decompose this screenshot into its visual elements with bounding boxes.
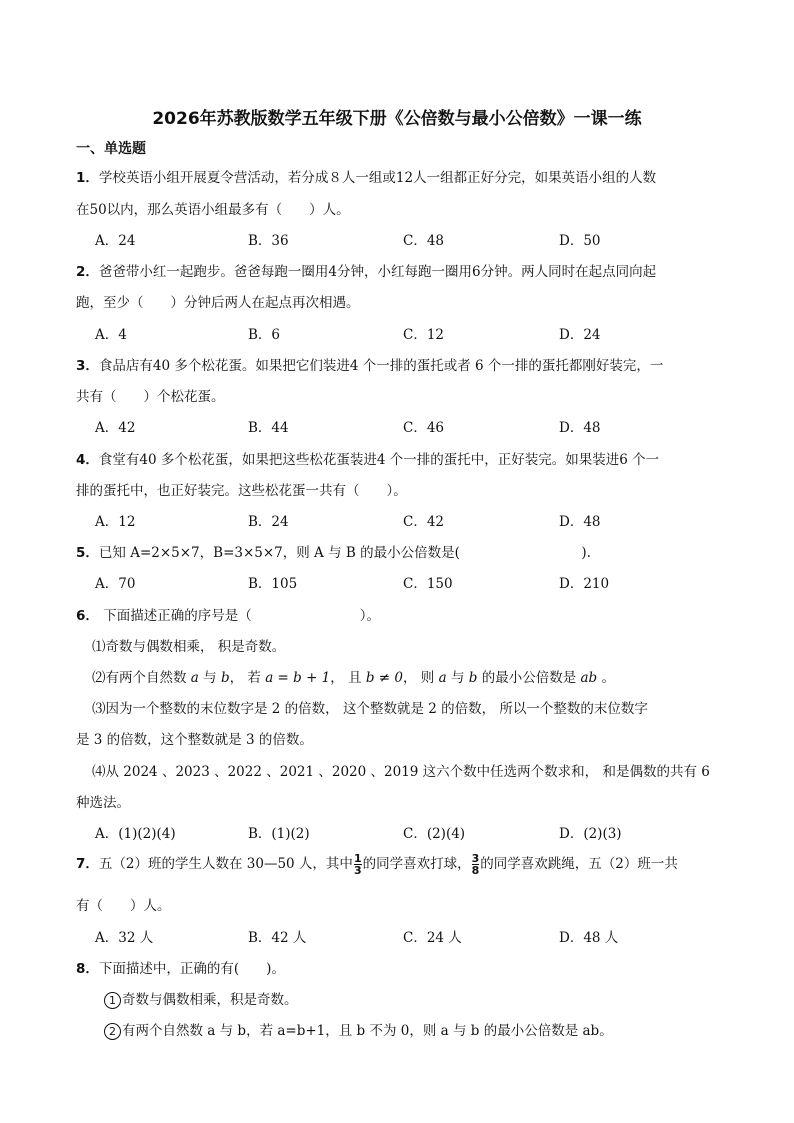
math-var: b xyxy=(468,670,478,686)
question-1-line-1 xyxy=(76,166,716,186)
question-7-options xyxy=(95,926,715,946)
question-6-line-1 xyxy=(76,604,716,624)
option-a[interactable]: A．24 xyxy=(95,233,136,249)
question-text: 食品店有40 多个松花蛋。如果把它们装进4 个一排的蛋托或者 6 个一排的蛋托都刚好装完，一 xyxy=(98,358,664,374)
question-7-line-2: 有（ ）人。 xyxy=(76,898,171,914)
option-b[interactable]: B．42 人 xyxy=(248,930,307,946)
option-c[interactable]: C．12 xyxy=(403,327,445,343)
question-5-line-1 xyxy=(76,541,716,561)
statement-text: 的最小公倍数是 xyxy=(477,670,581,686)
question-number: 5． xyxy=(76,545,99,561)
question-number: 4． xyxy=(76,452,99,468)
question-number: 3． xyxy=(76,358,99,374)
option-c[interactable]: C．150 xyxy=(403,576,453,592)
option-d[interactable]: D．210 xyxy=(559,576,610,592)
statement-text: 奇数与偶数相乘，积是奇数。 xyxy=(122,992,298,1008)
question-number: 2． xyxy=(76,264,99,280)
math-expression: a = b + 1 xyxy=(265,670,331,686)
option-d[interactable]: D．48 人 xyxy=(559,930,619,946)
question-number: 7． xyxy=(76,856,99,872)
option-c[interactable]: C．(2)(4) xyxy=(403,826,466,842)
circled-number-1: 1 xyxy=(104,992,121,1009)
statement-text: 与 xyxy=(198,670,221,686)
statement-text: ， 则 xyxy=(403,670,439,686)
question-2-line-1 xyxy=(76,260,716,280)
page-title: 2026年苏教版数学五年级下册《公倍数与最小公倍数》一课一练 xyxy=(152,109,642,129)
statement-2 xyxy=(92,666,732,686)
denominator: 8 xyxy=(471,864,480,877)
section-heading: 一、单选题 xyxy=(76,141,146,157)
question-3-options xyxy=(95,416,715,436)
math-expression: ab xyxy=(580,670,598,686)
statement-4-line-1: ⑷从 2024 、2023 、2022 、2021 、2020 、2019 这六个数中任选两个数求和， 和是偶数的共有 6 xyxy=(92,764,710,780)
denominator: 3 xyxy=(353,864,362,877)
option-b[interactable]: B．24 xyxy=(248,514,289,530)
question-text: 五（2）班的学生人数在 30—50 人，其中 xyxy=(98,856,353,872)
option-d[interactable]: D．48 xyxy=(559,420,601,436)
option-b[interactable]: B．44 xyxy=(248,420,289,436)
statement-text: ， 若 xyxy=(229,670,266,686)
fraction-three-eighths xyxy=(472,853,480,876)
option-d[interactable]: D．50 xyxy=(559,233,601,249)
math-expression: b ≠ 0 xyxy=(365,670,403,686)
question-2-options xyxy=(95,323,715,343)
question-number: 6． xyxy=(76,608,99,624)
question-text: 已知 A=2×5×7，B=3×5×7，则 A 与 B 的最小公倍数是( ). xyxy=(98,545,591,561)
option-a[interactable]: A．32 人 xyxy=(95,930,154,946)
statement-text: ， 且 xyxy=(330,670,366,686)
question-text: 的同学喜欢打球， xyxy=(362,856,471,872)
fraction-one-third xyxy=(354,853,362,876)
statement-text: ⑵有两个自然数 xyxy=(92,670,191,686)
option-c[interactable]: C．46 xyxy=(403,420,445,436)
math-var: a xyxy=(438,670,447,686)
question-number: 1． xyxy=(76,170,99,186)
statement-3-line-1: ⑶因为一个整数的末位数字是 2 的倍数， 这个整数就是 2 的倍数， 所以一个整数的末位数字 xyxy=(92,701,648,717)
question-2-line-2: 跑，至少（ ）分钟后两人在起点再次相遇。 xyxy=(76,295,360,311)
question-3-line-2: 共有（ ）个松花蛋。 xyxy=(76,389,225,405)
question-text: 下面描述中，正确的有( )。 xyxy=(98,961,285,977)
statement-2 xyxy=(104,1019,744,1040)
question-text: 爸爸带小红一起跑步。爸爸每跑一圈用4分钟，小红每跑一圈用6分钟。两人同时在起点同向起 xyxy=(98,264,657,280)
option-a[interactable]: A．70 xyxy=(95,576,136,592)
question-7-line-1 xyxy=(76,852,716,876)
math-var: a xyxy=(190,670,199,686)
option-b[interactable]: B．(1)(2) xyxy=(248,826,310,842)
option-b[interactable]: B．36 xyxy=(248,233,289,249)
statement-3-line-2: 是 3 的倍数，这个整数就是 3 的倍数。 xyxy=(76,732,313,748)
option-b[interactable]: B．105 xyxy=(248,576,298,592)
option-d[interactable]: D．(2)(3) xyxy=(559,826,622,842)
numerator: 1 xyxy=(353,852,362,865)
statement-4-line-2: 种选法。 xyxy=(76,795,130,811)
question-4-line-2: 排的蛋托中，也正好装完。这些松花蛋一共有（ ）。 xyxy=(76,483,407,499)
question-6-options xyxy=(95,822,715,842)
option-d[interactable]: D．48 xyxy=(559,514,601,530)
question-text: 学校英语小组开展夏令营活动，若分成８人一组或12人一组都正好分完，如果英语小组的人数 xyxy=(98,170,657,186)
question-text: 食堂有40 多个松花蛋，如果把这些松花蛋装进4 个一排的蛋托中，正好装完。如果装进6 个一 xyxy=(98,452,660,468)
numerator: 3 xyxy=(471,852,480,865)
option-a[interactable]: A．4 xyxy=(95,327,127,343)
statement-text: 。 xyxy=(597,670,615,686)
option-c[interactable]: C．42 xyxy=(403,514,445,530)
option-a[interactable]: A．12 xyxy=(95,514,136,530)
option-c[interactable]: C．24 人 xyxy=(403,930,462,946)
question-3-line-1 xyxy=(76,354,716,374)
question-1-options xyxy=(95,229,715,249)
statement-text: 与 xyxy=(446,670,469,686)
question-4-options xyxy=(95,510,715,530)
question-1-line-2: 在50以内，那么英语小组最多有（ ）人。 xyxy=(76,202,350,218)
option-d[interactable]: D．24 xyxy=(559,327,601,343)
question-text: 的同学喜欢跳绳，五（2）班一共 xyxy=(480,856,678,872)
question-8-line-1 xyxy=(76,957,716,977)
statement-1: ⑴奇数与偶数相乘， 积是奇数。 xyxy=(92,639,286,655)
option-a[interactable]: A．42 xyxy=(95,420,136,436)
question-4-line-1 xyxy=(76,448,716,468)
math-var: b xyxy=(220,670,230,686)
option-c[interactable]: C．48 xyxy=(403,233,445,249)
statement-text: 有两个自然数 a 与 b，若 a=b+1，且 b 不为 0，则 a 与 b 的最小公倍数是 ab。 xyxy=(122,1023,613,1039)
option-a[interactable]: A．(1)(2)(4) xyxy=(95,826,176,842)
circled-number-2: 2 xyxy=(104,1023,121,1040)
question-number: 8． xyxy=(76,961,99,977)
question-5-options xyxy=(95,572,715,592)
question-text: 下面描述正确的序号是（ ）。 xyxy=(98,608,380,624)
option-b[interactable]: B．6 xyxy=(248,327,281,343)
statement-1 xyxy=(104,988,744,1009)
